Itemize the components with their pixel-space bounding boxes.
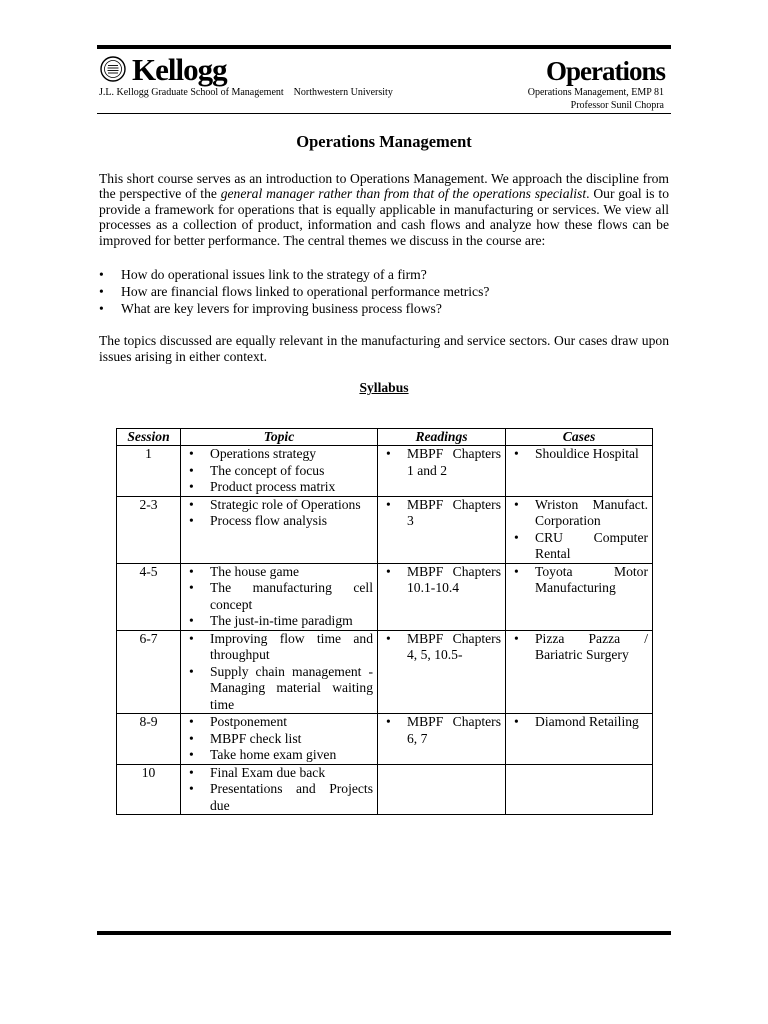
session-cell: 1	[117, 446, 181, 497]
table-row	[117, 496, 653, 563]
topic-cell	[181, 764, 378, 815]
intro-paragraph	[99, 171, 669, 248]
themes-list	[99, 266, 669, 317]
reading-item: • MBPF Chapters 10.1-10.4	[383, 564, 501, 597]
reading-item: • MBPF Chapters 3	[383, 497, 501, 530]
syllabus-heading: Syllabus	[359, 380, 409, 395]
document-title: Operations Management	[296, 132, 472, 151]
topic-item: • The manufacturing cell concept	[186, 580, 373, 613]
topic-item: • The concept of focus	[186, 463, 373, 480]
header-readings: Readings	[378, 429, 506, 446]
topic-item: • Improving flow time and throughput	[186, 631, 373, 664]
theme-item: • How are financial flows linked to operational performance metrics?	[99, 283, 669, 300]
topic-item: • Strategic role of Operations	[186, 497, 373, 514]
cases-cell	[506, 764, 653, 815]
readings-cell	[378, 496, 506, 563]
topic-item: • Supply chain management - Managing material waiting time	[186, 664, 373, 714]
topic-item: • Postponement	[186, 714, 373, 731]
topic-item: • Operations strategy	[186, 446, 373, 463]
topic-item: • The house game	[186, 564, 373, 581]
case-item: • Wriston Manufact. Corporation	[511, 497, 648, 530]
cases-cell	[506, 563, 653, 630]
cases-cell	[506, 496, 653, 563]
theme-item: • What are key levers for improving business process flows?	[99, 300, 669, 317]
theme-item: • How do operational issues link to the strategy of a firm?	[99, 266, 669, 283]
table-row	[117, 764, 653, 815]
readings-cell	[378, 446, 506, 497]
course-code: Operations Management, EMP 81	[527, 87, 664, 98]
footer-rule	[97, 931, 671, 935]
header-top-rule	[97, 45, 671, 49]
session-cell: 6-7	[117, 630, 181, 714]
topic-item: • The just-in-time paradigm	[186, 613, 373, 630]
session-cell: 10	[117, 764, 181, 815]
course-info	[528, 87, 664, 112]
header-session: Session	[117, 429, 181, 446]
header-topic: Topic	[181, 429, 378, 446]
readings-cell	[378, 764, 506, 815]
topic-cell	[181, 630, 378, 714]
intro-text-1: This short course serves as an introduction to Operations Management. We approach the discipline from the perspective of the	[99, 171, 669, 202]
intro-emphasis: general manager rather than from that of the operations specialist	[220, 186, 587, 202]
syllabus-table	[116, 428, 653, 815]
case-item: • Diamond Retailing	[511, 714, 648, 731]
reading-item: • MBPF Chapters 1 and 2	[383, 446, 501, 479]
course-title: Operations	[545, 56, 665, 86]
case-item: • CRU Computer Rental	[511, 530, 648, 563]
topic-cell	[181, 714, 378, 765]
school-name: J.L. Kellogg Graduate School of Management Northwestern University	[99, 87, 393, 98]
topic-item: • Product process matrix	[186, 479, 373, 496]
readings-cell	[378, 563, 506, 630]
cases-cell	[506, 714, 653, 765]
case-item: • Shouldice Hospital	[511, 446, 648, 463]
topic-item: • MBPF check list	[186, 731, 373, 748]
professor-name: Professor Sunil Chopra	[570, 99, 664, 111]
kellogg-seal-icon	[100, 56, 126, 82]
cases-cell	[506, 630, 653, 714]
case-item: • Pizza Pazza / Bariatric Surgery	[511, 631, 648, 664]
brand-wordmark: Kellogg	[132, 52, 227, 87]
case-item: • Toyota Motor Manufacturing	[511, 564, 648, 597]
syllabus-header-row	[117, 429, 653, 446]
topic-item: • Process flow analysis	[186, 513, 373, 530]
reading-item: • MBPF Chapters 6, 7	[383, 714, 501, 747]
readings-cell	[378, 714, 506, 765]
table-row	[117, 563, 653, 630]
topic-item: • Take home exam given	[186, 747, 373, 764]
session-cell: 4-5	[117, 563, 181, 630]
table-row	[117, 714, 653, 765]
intro-text-2: . Our goal is to provide a framework for operations that is equally applicable in manufacturing or services. We view all processes as a collection of product, information and cash flows and analyze how these flows can be improved for better performance. The central themes we discuss in the course are:	[99, 186, 669, 248]
table-row	[117, 446, 653, 497]
header-bottom-rule	[97, 113, 671, 114]
reading-item: • MBPF Chapters 4, 5, 10.5-	[383, 631, 501, 664]
session-cell: 2-3	[117, 496, 181, 563]
header-cases: Cases	[506, 429, 653, 446]
readings-cell	[378, 630, 506, 714]
table-row	[117, 630, 653, 714]
topic-cell	[181, 496, 378, 563]
topic-item: • Final Exam due back	[186, 765, 373, 782]
topic-cell	[181, 446, 378, 497]
cases-cell	[506, 446, 653, 497]
topic-item: • Presentations and Projects due	[186, 781, 373, 814]
session-cell: 8-9	[117, 714, 181, 765]
relevance-paragraph: The topics discussed are equally relevant in the manufacturing and service sectors. Our cases draw upon issues arising in either context.	[99, 333, 669, 364]
topic-cell	[181, 563, 378, 630]
